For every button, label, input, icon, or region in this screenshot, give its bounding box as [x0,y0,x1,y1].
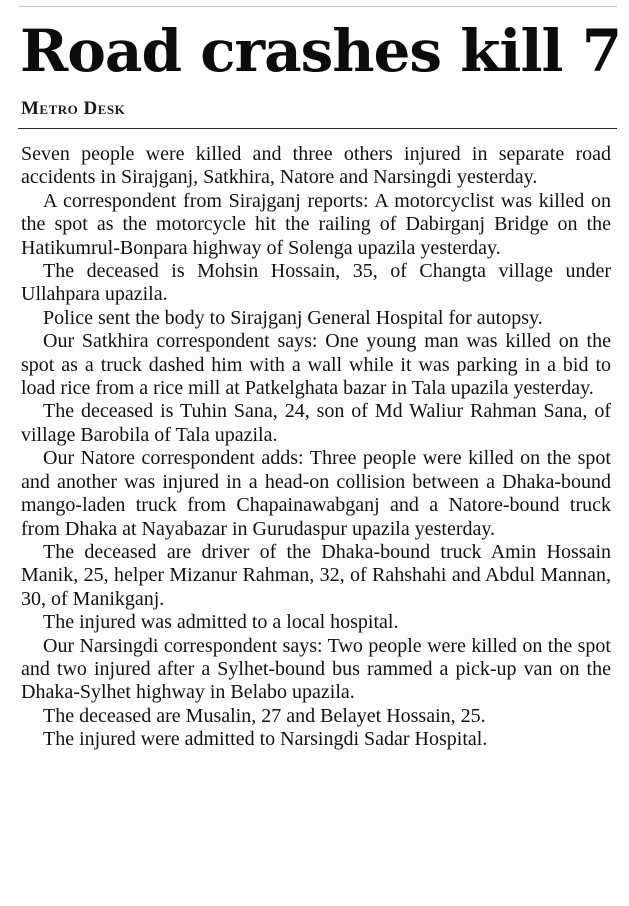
article-paragraph-8: The deceased are driver of the Dhaka-bound truck Amin Hossain Manik, 25, helper Mizanur Rahman, 32, of Rahshahi and Abdul Mannan, 30, of Manikganj. [21,540,611,610]
byline: Metro Desk [21,98,126,119]
article-paragraph-10: Our Narsingdi correspondent says: Two people were killed on the spot and two injured after a Sylhet-bound bus rammed a pick-up van on the Dhaka-Sylhet highway in Belabo upazila. [21,634,611,704]
article-paragraph-11: The deceased are Musalin, 27 and Belayet Hossain, 25. [43,704,486,727]
article-paragraph-6: The deceased is Tuhin Sana, 24, son of Md Waliur Rahman Sana, of village Barobila of Tala upazila. [21,400,611,446]
top-rule [18,6,617,7]
article-paragraph-2: A correspondent from Sirajganj reports: A motorcyclist was killed on the spot as the motorcycle hit the railing of Dabirganj Bridge on the Hatikumrul-Bonpara highway of Solenga upazila yesterday. [21,189,611,259]
byline-rule [18,128,617,129]
article-paragraph-4: Police sent the body to Sirajganj General Hospital for autopsy. [43,306,543,329]
article-paragraph-9: The injured was admitted to a local hospital. [43,611,399,634]
article-paragraph-5: Our Satkhira correspondent says: One young man was killed on the spot as a truck dashed him with a wall while it was parking in a bid to load rice from a rice mill at Patkelghata bazar in Tala upazila yesterday. [21,330,611,400]
article-body [21,143,611,752]
article-paragraph-1: Seven people were killed and three others injured in separate road accidents in Sirajganj, Satkhira, Natore and Narsingdi yesterday. [21,143,611,189]
article-paragraph-7: Our Natore correspondent adds: Three people were killed on the spot and another was injured in a head-on collision between a Dhaka-bound mango-laden truck from Chapainawabganj and a Natore-bound truck from Dhaka at Nayabazar in Gurudaspur upazila yesterday. [21,447,611,540]
headline: Road crashes kill 7 [20,17,622,85]
article-paragraph-12: The injured were admitted to Narsingdi Sadar Hospital. [43,728,488,751]
article-paragraph-3: The deceased is Mohsin Hossain, 35, of Changta village under Ullahpara upazila. [21,260,611,306]
